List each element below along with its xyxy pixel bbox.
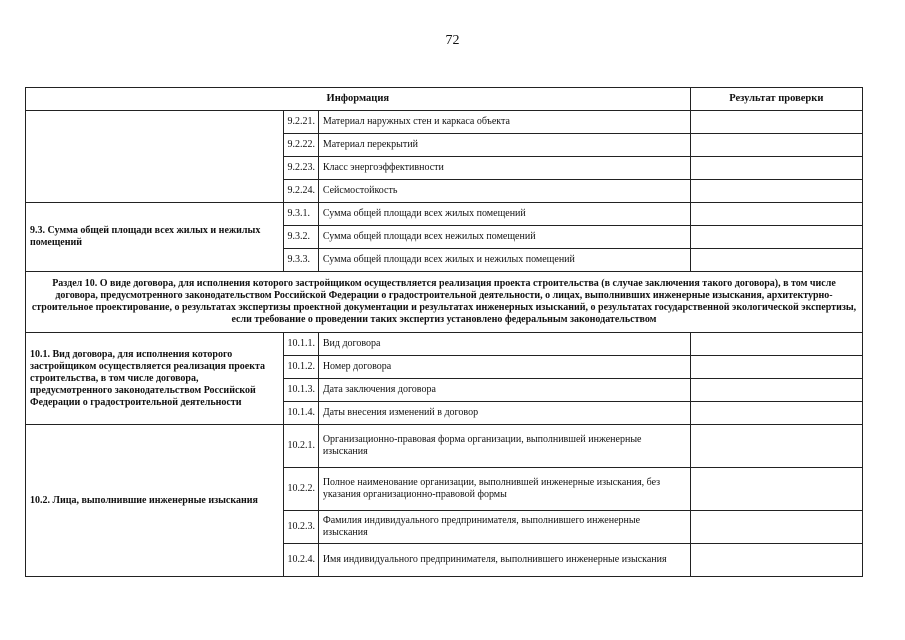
row-number: 9.2.23. [283,157,318,180]
row-number: 10.2.4. [283,544,318,577]
table-header-row [26,88,863,111]
result-cell[interactable] [690,379,862,402]
result-cell[interactable] [690,157,862,180]
header-info: Информация [26,88,691,111]
row-number: 9.3.2. [283,226,318,249]
group-cell-empty [26,111,284,203]
result-cell[interactable] [690,180,862,203]
result-cell[interactable] [690,203,862,226]
row-text: Полное наименование организации, выполнившей инженерные изыскания, без указания организационно-правовой формы [318,468,690,511]
row-number: 9.3.3. [283,249,318,272]
row-text: Сумма общей площади всех жилых и нежилых помещений [318,249,690,272]
result-cell[interactable] [690,356,862,379]
group-cell-10-2: 10.2. Лица, выполнившие инженерные изыскания [26,425,284,577]
result-cell[interactable] [690,111,862,134]
section-10-heading: Раздел 10. О виде договора, для исполнения которого застройщиком осуществляется реализация проекта строительства (в случае заключения такого договора), в том числе договора, предусмотренного законодательством Российской Федерации о градостроительной деятельности, о лицах, выполнивших инженерные изыскания, архитектурно-строительное проектирование, о результатах экспертизы проектной документации и результатах инженерных изысканий, о результатах государственной экологической экспертизы, если требование о проведении таких экспертиз установлено федеральным законодательством [26,272,863,333]
row-number: 10.1.4. [283,402,318,425]
row-number: 9.2.22. [283,134,318,157]
row-number: 9.2.21. [283,111,318,134]
row-number: 10.2.1. [283,425,318,468]
result-cell[interactable] [690,249,862,272]
result-cell[interactable] [690,226,862,249]
result-cell[interactable] [690,468,862,511]
header-result: Результат проверки [690,88,862,111]
row-text: Фамилия индивидуального предпринимателя, выполнившего инженерные изыскания [318,511,690,544]
row-number: 10.1.1. [283,333,318,356]
row-text: Имя индивидуального предпринимателя, выполнившего инженерные изыскания [318,544,690,577]
row-number: 10.1.3. [283,379,318,402]
row-text: Материал перекрытий [318,134,690,157]
row-number: 10.1.2. [283,356,318,379]
row-text: Сумма общей площади всех жилых помещений [318,203,690,226]
row-number: 9.3.1. [283,203,318,226]
row-text: Номер договора [318,356,690,379]
result-cell[interactable] [690,425,862,468]
row-text: Материал наружных стен и каркаса объекта [318,111,690,134]
table-row [26,425,863,468]
result-cell[interactable] [690,134,862,157]
table-row [26,333,863,356]
group-cell-9-3: 9.3. Сумма общей площади всех жилых и нежилых помещений [26,203,284,272]
row-text: Организационно-правовая форма организации, выполнившей инженерные изыскания [318,425,690,468]
table-row [26,111,863,134]
row-number: 9.2.24. [283,180,318,203]
row-text: Вид договора [318,333,690,356]
page-number: 72 [445,33,460,48]
row-text: Класс энергоэффективности [318,157,690,180]
result-cell[interactable] [690,402,862,425]
result-cell[interactable] [690,544,862,577]
document-table [25,87,863,577]
row-text: Дата заключения договора [318,379,690,402]
row-text: Даты внесения изменений в договор [318,402,690,425]
result-cell[interactable] [690,333,862,356]
result-cell[interactable] [690,511,862,544]
group-cell-10-1: 10.1. Вид договора, для исполнения которого застройщиком осуществляется реализация проекта строительства, в том числе договора, предусмотренного законодательством Российской Федерации о градостроительной деятельности [26,333,284,425]
row-text: Сумма общей площади всех нежилых помещений [318,226,690,249]
row-text: Сейсмостойкость [318,180,690,203]
row-number: 10.2.2. [283,468,318,511]
table-row [26,203,863,226]
section-heading-row [26,272,863,333]
row-number: 10.2.3. [283,511,318,544]
